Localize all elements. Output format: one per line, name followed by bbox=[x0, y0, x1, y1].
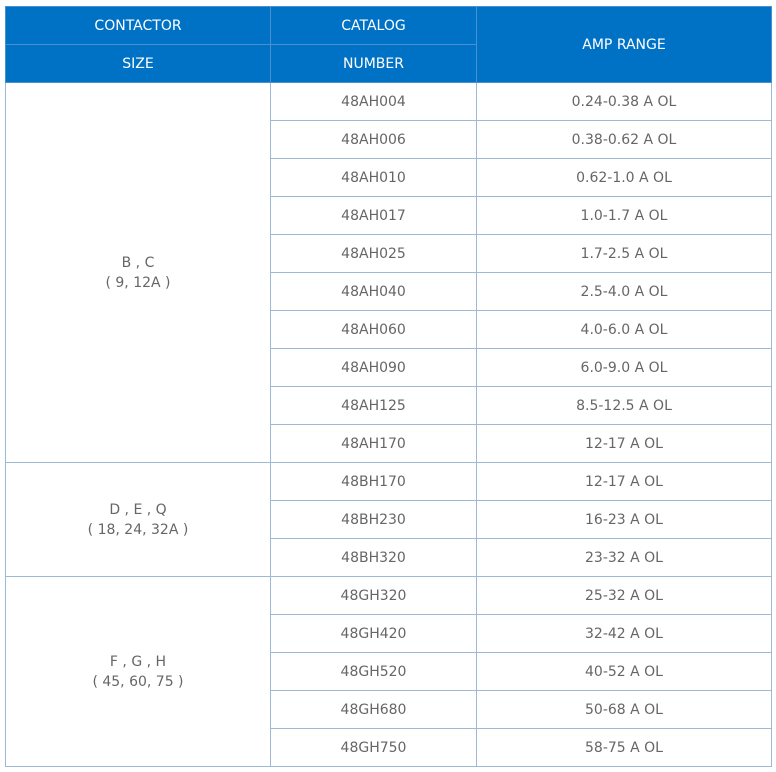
amp-range-cell: 1.0-1.7 A OL bbox=[477, 197, 772, 235]
catalog-number-cell: 48AH025 bbox=[271, 235, 477, 273]
catalog-number-cell: 48GH520 bbox=[271, 653, 477, 691]
contactor-size-amps: ( 18, 24, 32A ) bbox=[87, 521, 189, 538]
catalog-number-cell: 48BH170 bbox=[271, 463, 477, 501]
contactor-size-cell bbox=[6, 463, 271, 577]
table-body bbox=[6, 83, 772, 767]
table-row bbox=[6, 83, 772, 121]
header-catalog: CATALOG bbox=[271, 7, 477, 45]
catalog-number-cell: 48AH006 bbox=[271, 121, 477, 159]
amp-range-cell: 16-23 A OL bbox=[477, 501, 772, 539]
contactor-size-cell bbox=[6, 83, 271, 463]
amp-range-cell: 8.5-12.5 A OL bbox=[477, 387, 772, 425]
header-row-1 bbox=[6, 7, 772, 45]
header-size: SIZE bbox=[6, 45, 271, 83]
amp-range-cell: 32-42 A OL bbox=[477, 615, 772, 653]
amp-range-cell: 12-17 A OL bbox=[477, 425, 772, 463]
contactor-size-cell bbox=[6, 577, 271, 767]
header-number: NUMBER bbox=[271, 45, 477, 83]
catalog-number-cell: 48GH750 bbox=[271, 729, 477, 767]
catalog-number-cell: 48BH230 bbox=[271, 501, 477, 539]
table-header bbox=[6, 7, 772, 83]
amp-range-cell: 6.0-9.0 A OL bbox=[477, 349, 772, 387]
catalog-number-cell: 48AH090 bbox=[271, 349, 477, 387]
amp-range-cell: 1.7-2.5 A OL bbox=[477, 235, 772, 273]
catalog-number-cell: 48GH680 bbox=[271, 691, 477, 729]
header-contactor: CONTACTOR bbox=[6, 7, 271, 45]
catalog-number-cell: 48AH017 bbox=[271, 197, 477, 235]
catalog-number-cell: 48GH420 bbox=[271, 615, 477, 653]
contactor-size-letters: F , G , H bbox=[109, 653, 167, 670]
amp-range-cell: 0.38-0.62 A OL bbox=[477, 121, 772, 159]
contactor-size-letters: D , E , Q bbox=[109, 501, 167, 518]
catalog-number-cell: 48GH320 bbox=[271, 577, 477, 615]
amp-range-cell: 12-17 A OL bbox=[477, 463, 772, 501]
overload-relay-table bbox=[5, 6, 772, 767]
catalog-number-cell: 48AH004 bbox=[271, 83, 477, 121]
amp-range-cell: 2.5-4.0 A OL bbox=[477, 273, 772, 311]
amp-range-cell: 58-75 A OL bbox=[477, 729, 772, 767]
amp-range-cell: 0.24-0.38 A OL bbox=[477, 83, 772, 121]
amp-range-cell: 25-32 A OL bbox=[477, 577, 772, 615]
amp-range-cell: 50-68 A OL bbox=[477, 691, 772, 729]
amp-range-cell: 0.62-1.0 A OL bbox=[477, 159, 772, 197]
amp-range-cell: 23-32 A OL bbox=[477, 539, 772, 577]
amp-range-cell: 40-52 A OL bbox=[477, 653, 772, 691]
catalog-number-cell: 48BH320 bbox=[271, 539, 477, 577]
contactor-size-amps: ( 9, 12A ) bbox=[105, 274, 171, 291]
contactor-size-letters: B , C bbox=[121, 254, 155, 271]
catalog-number-cell: 48AH040 bbox=[271, 273, 477, 311]
header-amp-range: AMP RANGE bbox=[477, 7, 772, 83]
table-row bbox=[6, 577, 772, 615]
contactor-size-amps: ( 45, 60, 75 ) bbox=[92, 673, 184, 690]
catalog-number-cell: 48AH010 bbox=[271, 159, 477, 197]
catalog-number-cell: 48AH170 bbox=[271, 425, 477, 463]
catalog-number-cell: 48AH060 bbox=[271, 311, 477, 349]
amp-range-cell: 4.0-6.0 A OL bbox=[477, 311, 772, 349]
catalog-number-cell: 48AH125 bbox=[271, 387, 477, 425]
table-row bbox=[6, 463, 772, 501]
